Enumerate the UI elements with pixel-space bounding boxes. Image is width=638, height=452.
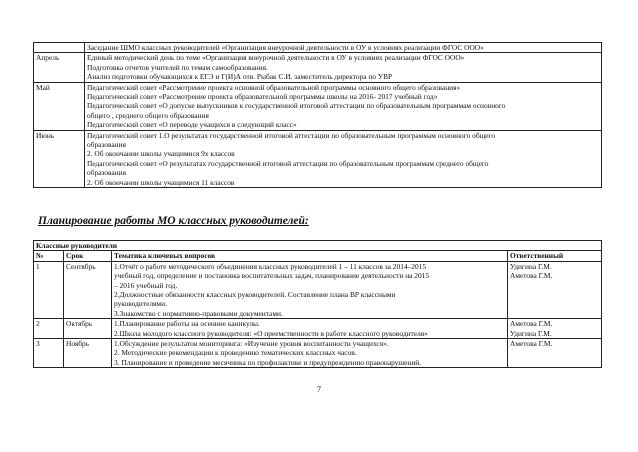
table-row <box>34 53 602 82</box>
topic-line: учебный год, определение и постановка воспитательных задач, планирование деятельности на 2015 <box>114 271 430 281</box>
responsible-name: Аметова Г.М. <box>510 319 553 329</box>
event-line: Педагогический совет «Рассмотрение проекта образовательной программы школы на 2016- 2017 учебный год» <box>87 92 438 102</box>
header-topics: Тематика ключевых вопросов <box>112 251 508 261</box>
responsible-cell <box>508 319 602 339</box>
table-row <box>34 319 602 339</box>
event-line: 2. Об окончании школы учащимися 9х классов <box>87 149 235 159</box>
term-cell: Ноябрь <box>64 339 112 368</box>
event-line: Подготовка отчетов учителей по темам самообразования. <box>87 62 268 72</box>
topic-line: 3. Планирование и проведение месячника по профилактике и предупреждению правонарушений. <box>114 357 422 367</box>
events-cell <box>85 130 602 187</box>
table-row <box>34 130 602 187</box>
num-cell: 2 <box>34 319 64 339</box>
month-cell: Июнь <box>34 130 85 187</box>
events-cell <box>85 43 602 53</box>
table-section-row <box>34 241 602 251</box>
events-table <box>33 42 602 188</box>
month-cell <box>34 43 85 53</box>
topic-line: 3.Знакомство с нормативно-правовыми документами. <box>114 308 283 318</box>
events-cell <box>85 82 602 130</box>
event-line: Анализ подготовки обучающихся к ЕГЭ и Г(И)А отв. Рыбак С.И. заместитель директора по УВР <box>87 72 393 82</box>
events-cell <box>85 53 602 82</box>
event-line: Педагогический совет «О переводе учащихся в следующий класс» <box>87 120 297 130</box>
month-cell: Май <box>34 82 85 130</box>
topic-line: 1.Планирование работы на осенние каникулы. <box>114 319 260 329</box>
topic-line: 1.Обсуждение результатов мониторинга: «Изучение уровня воспитанности учащихся». <box>114 339 389 349</box>
event-line: 2. Об окончании школы учащимися 11 классов <box>87 177 235 187</box>
mo-plan-table <box>33 240 602 368</box>
topics-cell <box>112 319 508 339</box>
responsible-name: Аметова Г.М. <box>510 271 553 281</box>
event-line: образования <box>87 140 126 150</box>
event-line: Педагогический совет «О допуске выпускников к государственной итоговой аттестации по образовательным программам основного <box>87 101 506 111</box>
num-cell: 1 <box>34 261 64 318</box>
table-header-row <box>34 251 602 261</box>
table-row <box>34 43 602 53</box>
section-heading: Планирование работы МО классных руководителей: <box>38 215 309 227</box>
term-cell: Октябрь <box>64 319 112 339</box>
event-line: Педагогический совет 1.О результатах государственной итоговой аттестации по образовательным программам основного общего <box>87 130 496 140</box>
event-line: Педагогический совет «Рассмотрение проекта основной образовательной программы основного общего образования» <box>87 82 461 92</box>
event-line: Единый методический день по теме «Организация внеурочной деятельности в ОУ в условиях реализации ФГОС ООО» <box>87 53 465 63</box>
event-line: общего , среднего общего образования <box>87 110 209 120</box>
section-title: Классные руководители <box>34 241 602 251</box>
responsible-name: Удигина Г.М. <box>510 328 552 338</box>
header-responsible: Ответственный <box>508 251 602 261</box>
num-cell: 3 <box>34 339 64 368</box>
header-term: Срок <box>64 251 112 261</box>
topics-cell <box>112 261 508 318</box>
topic-line: 2.Школа молодого классного руководителя: «О преемственности в работе классного руководителя» <box>114 328 428 338</box>
topic-line: – 2016 учебный год. <box>114 280 178 290</box>
responsible-name: Удигина Г.М. <box>510 261 552 271</box>
topics-cell <box>112 339 508 368</box>
topic-line: 2. Методические рекомендации к проведению тематических классных часов. <box>114 348 357 358</box>
header-num: № <box>34 251 64 261</box>
responsible-cell <box>508 339 602 368</box>
responsible-name: Аметова Г.М. <box>510 339 553 349</box>
month-cell: Апрель <box>34 53 85 82</box>
page-number: 7 <box>317 385 321 394</box>
topic-line: 2.Должностные обязанности классных руководителей. Составление плана ВР классными <box>114 290 396 300</box>
term-cell: Сентябрь <box>64 261 112 318</box>
table-row <box>34 339 602 368</box>
topic-line: руководителями. <box>114 299 167 309</box>
event-line: образования <box>87 168 126 178</box>
topic-line: 1.Отчёт о работе методического объединения классных руководителей 1 – 11 классов за 2014–2015 <box>114 261 427 271</box>
event-line: Педагогический совет «О результатах государственной итоговой аттестации по образовательным программам среднего общего <box>87 158 489 168</box>
responsible-cell <box>508 261 602 318</box>
table-row <box>34 82 602 130</box>
event-line: Заседание ШМО классных руководителей «Организация внеурочной деятельности в ОУ в условиях реализации ФГОС ООО» <box>87 43 484 52</box>
table-row <box>34 261 602 318</box>
